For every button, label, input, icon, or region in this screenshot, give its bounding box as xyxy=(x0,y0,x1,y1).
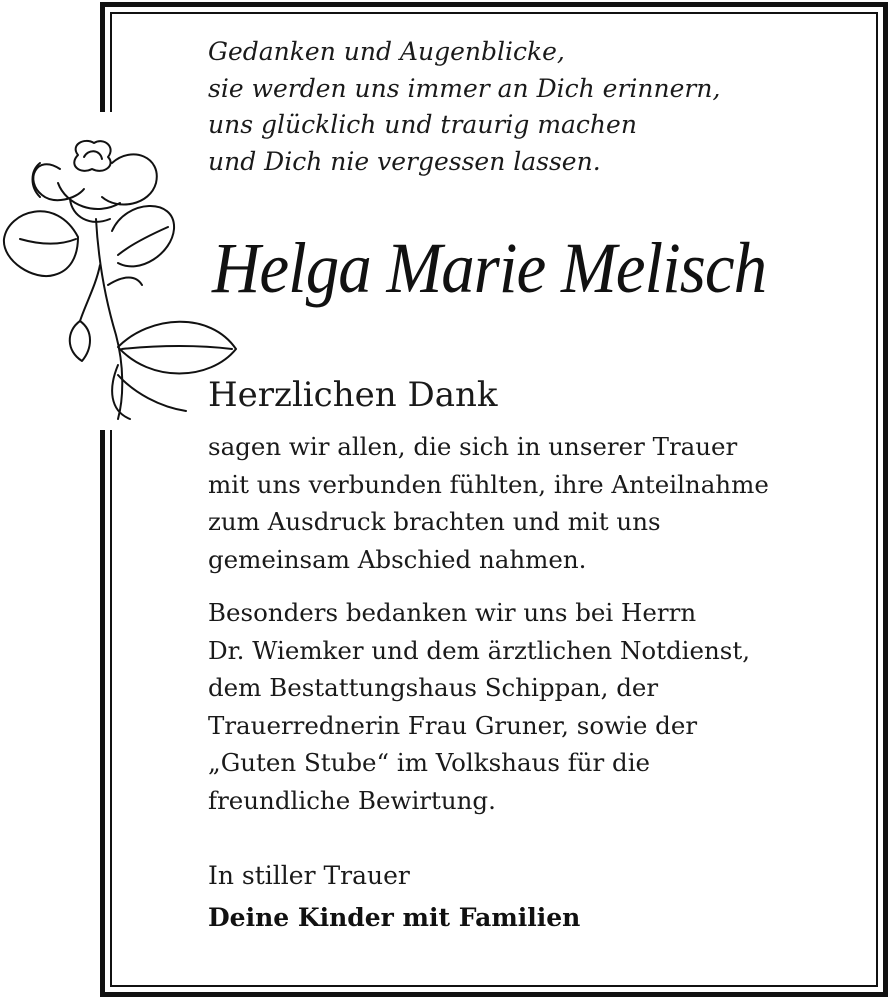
paragraph-line: Besonders bedanken wir uns bei Herrn xyxy=(208,598,697,627)
closing-phrase: In stiller Trauer xyxy=(208,861,410,890)
paragraph-line: zum Ausdruck brachten und mit uns xyxy=(208,507,661,536)
verse-line: sie werden uns immer an Dich erinnern, xyxy=(208,73,721,103)
verse-line: Gedanken und Augenblicke, xyxy=(208,37,565,66)
thanks-heading: Herzlichen Dank xyxy=(208,375,498,415)
paragraph-line: „Guten Stube“ im Volkshaus für die xyxy=(208,748,651,777)
paragraph-line: mit uns verbunden fühlten, ihre Anteilnahme xyxy=(208,469,769,499)
paragraph-line: sagen wir allen, die sich in unserer Trauer xyxy=(208,432,738,461)
paragraph-line: freundliche Bewirtung. xyxy=(208,785,496,815)
thanks-paragraph xyxy=(208,428,868,578)
deceased-name: Helga Marie Melisch xyxy=(212,228,767,308)
rose-line-drawing-icon xyxy=(0,135,240,420)
memorial-verse xyxy=(208,34,848,180)
special-thanks-paragraph xyxy=(208,594,868,819)
paragraph-line: dem Bestattungshaus Schippan, der xyxy=(208,673,659,702)
signature: Deine Kinder mit Familien xyxy=(208,903,581,932)
paragraph-line: gemeinsam Abschied nahmen. xyxy=(208,544,587,574)
verse-line: uns glücklich und traurig machen xyxy=(208,110,637,139)
paragraph-line: Dr. Wiemker und dem ärztlichen Notdienst, xyxy=(208,635,750,665)
paragraph-line: Trauerrednerin Frau Gruner, sowie der xyxy=(208,710,698,740)
verse-line: und Dich nie vergessen lassen. xyxy=(208,146,601,176)
